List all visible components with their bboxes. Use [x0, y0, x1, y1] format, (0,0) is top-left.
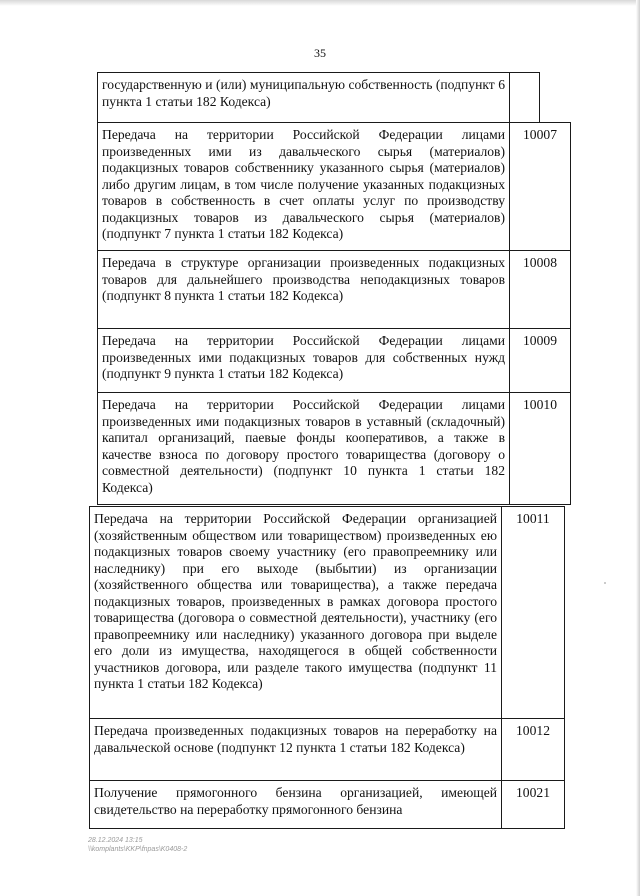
operation-code: 10011 — [502, 507, 565, 719]
operation-description: Передача на территории Российской Федерации лицами произведенных ими подакцизных товаров для собственных нужд (подпункт 9 пункта 1 статьи 182 Кодекса) — [98, 329, 510, 393]
operation-description: Передача на территории Российской Федерации лицами произведенных ими подакцизных товаров в уставный (складочный) капитал организаций, паевые фонды кооперативов, а также в качестве взноса по договору простого товарищества (договору о совместной деятельности) (подпункт 10 пункта 1 статьи 182 Кодекса) — [98, 393, 510, 505]
operation-code: 10012 — [502, 719, 565, 781]
operation-description: Передача на территории Российской Федерации лицами произведенных ими из давальческого сырья (материалов) подакцизных товаров собственнику указанного сырья (материалов) либо другим лицам, в том числе получение указанных подакцизных товаров в собственность в счет оплаты услуг по производству подакцизных товаров из давальческого сырья (материалов) (подпункт 7 пункта 1 статьи 182 Кодекса) — [98, 123, 510, 251]
scan-speck — [604, 582, 606, 584]
table-row — [98, 123, 571, 251]
table-row — [98, 251, 571, 329]
table-row — [98, 329, 571, 393]
operation-description: Получение прямогонного бензина организацией, имеющей свидетельство на переработку прямогонного бензина — [90, 781, 502, 829]
operation-code: 10007 — [510, 123, 571, 251]
operation-code: 10021 — [502, 781, 565, 829]
footer-file-path: \\komplants\KKP\fnpas\K0408-2 — [88, 846, 188, 853]
operation-description: государственную и (или) муниципальную собственность (подпункт 6 пункта 1 статьи 182 Кодекса) — [98, 73, 510, 123]
document-footer — [88, 836, 187, 854]
table-row — [90, 781, 565, 829]
operation-code: 10009 — [510, 329, 571, 393]
operation-description: Передача в структуре организации произведенных подакцизных товаров для дальнейшего производства неподакцизных товаров (подпункт 8 пункта 1 статьи 182 Кодекса) — [98, 251, 510, 329]
code-table-lower — [89, 506, 565, 829]
operation-code — [510, 73, 540, 123]
operation-description: Передача произведенных подакцизных товаров на переработку на давальческой основе (подпункт 12 пункта 1 статьи 182 Кодекса) — [90, 719, 502, 781]
table-row — [90, 719, 565, 781]
operation-code: 10008 — [510, 251, 571, 329]
footer-timestamp: 28.12.2024 13:15 — [88, 837, 143, 844]
code-table-upper — [97, 72, 540, 123]
table-row — [90, 507, 565, 719]
operation-description: Передача на территории Российской Федерации организацией (хозяйственным обществом или товариществом) произведенных ею подакцизных товаров своему участнику (его правопреемнику или наследнику) при его выходе (выбытии) из организации (хозяйственного общества или товарищества), а также передача подакцизных товаров, произведенных в рамках договора простого товарищества (договора о совместной деятельности), участнику (его правопреемнику или наследнику) указанного договора при выделе его доли из имущества, находящегося в общей собственности участников договора, или разделе такого имущества (подпункт 11 пункта 1 статьи 182 Кодекса) — [90, 507, 502, 719]
table-row — [98, 73, 540, 123]
table-row — [98, 393, 571, 505]
operation-code: 10010 — [510, 393, 571, 505]
page-number: 35 — [314, 46, 326, 60]
code-table — [97, 122, 571, 505]
